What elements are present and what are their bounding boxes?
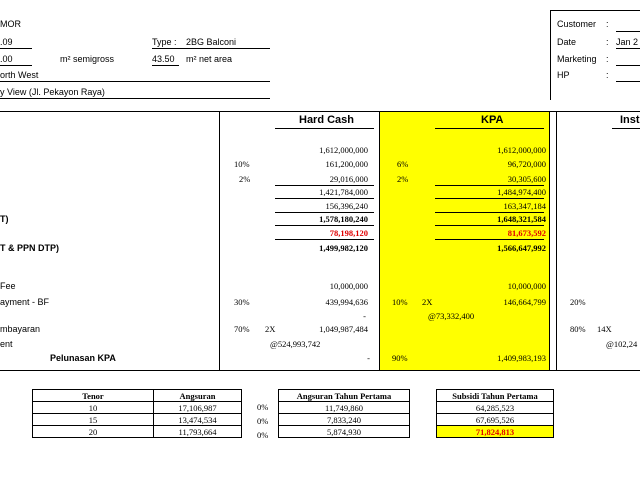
hc-value: - [363,311,366,321]
section-bottom-border [0,370,640,371]
type-value: 2BG Balconi [186,37,237,47]
colon: : [606,37,609,47]
kpa-value: 1,612,000,000 [497,145,546,155]
customer-box-border [550,10,640,11]
row-label: Fee [0,281,16,291]
sum-line [435,225,544,226]
tenor-header: Tenor [33,390,154,402]
kpa-value: 1,648,321,584 [497,214,546,224]
angsuran-cell: 11,793,664 [154,426,242,438]
sum-line [435,239,544,240]
table-row [437,402,554,414]
hc-value: 439,994,636 [325,297,368,307]
pct-cell: 0% [257,430,269,440]
row-label: mbayaran [0,324,41,334]
first-year-subsidy-table [436,389,554,438]
kpa-value: 1,409,983,193 [497,353,546,363]
customer-label: Customer [557,19,597,29]
colon: : [606,70,609,80]
sum-line [275,239,374,240]
divider [0,98,270,99]
subsidy-header: Subsidi Tahun Pertama [437,390,554,402]
kpa-multiplier: 2X [422,297,433,307]
angsuran-cell: 13,474,534 [154,414,242,426]
table-row [279,402,410,414]
header-underline [612,128,640,129]
view-value: y View (Jl. Pekayon Raya) [0,87,105,97]
price-per-m2-fragment: .09 [0,37,13,47]
marketing-label: Marketing [557,54,597,64]
row-label: T) [0,214,9,224]
angsuran-cell: 17,106,987 [154,402,242,414]
sum-line [435,212,544,213]
kpa-value: 1,484,974,400 [497,187,546,197]
pct-cell: 0% [257,416,269,426]
section-top-border [0,111,640,112]
kpa-percent: 2% [397,174,409,184]
hc-percent: 30% [234,297,250,307]
table-row [33,414,242,426]
semigross-label: m² semigross [60,54,115,64]
inst-percent: 20% [570,297,586,307]
kpa-installment-value: 73,332,400 [435,311,475,321]
kpa-percent: 90% [392,353,408,363]
hc-value: 29,016,000 [329,174,368,184]
pct-cell: 0% [257,402,269,412]
hc-value: 78,198,120 [329,228,368,238]
sum-line [435,185,544,186]
installment-header: Inst [620,114,640,126]
inst-installment: @102,24 [606,339,638,349]
type-label: Type : [152,37,177,47]
header-underline [275,128,374,129]
tenor-label-fragment: MOR [0,19,21,29]
tenor-cell: 15 [33,414,154,426]
kpa-percent: 10% [392,297,408,307]
kpa-value: 81,673,592 [507,228,546,238]
input-line [616,81,640,82]
divider [0,65,32,66]
inst-percent: 80% [570,324,586,334]
row-label: ayment - BF [0,297,50,307]
row-label: T & PPN DTP) [0,243,60,253]
column-border [379,111,380,370]
first-year-cell: 5,874,930 [279,426,410,438]
hc-value: 161,200,000 [325,159,368,169]
sum-line [275,212,374,213]
hc-percent: 2% [239,174,251,184]
divider [0,81,270,82]
column-border [549,111,550,370]
hc-value: 1,049,987,484 [319,324,368,334]
hc-percent: 10% [234,159,250,169]
hc-value: 10,000,000 [329,281,368,291]
kpa-value: 30,305,600 [507,174,546,184]
kpa-header: KPA [481,114,504,126]
colon: : [606,19,609,29]
table-row [33,402,242,414]
hard-cash-header: Hard Cash [299,114,355,126]
column-border [556,111,557,370]
hc-multiplier: 2X [265,324,276,334]
row-label: ent [0,339,13,349]
input-line [616,65,640,66]
divider [152,48,270,49]
first-year-cell: 7,833,240 [279,414,410,426]
colon: : [606,54,609,64]
hc-value: - [367,353,370,363]
subsidy-cell: 67,695,526 [437,414,554,426]
orientation-value: orth West [0,70,39,80]
sum-line [275,225,374,226]
customer-box-border [550,10,551,100]
hc-value: 156,396,240 [325,201,368,211]
hc-percent: 70% [234,324,250,334]
first-year-header: Angsuran Tahun Pertama [279,390,410,402]
hc-installment: @524,993,742 [270,339,321,349]
hc-value: 1,612,000,000 [319,145,368,155]
divider [0,48,32,49]
tenor-cell: 10 [33,402,154,414]
inst-installment-value: 102,24 [613,339,638,349]
date-label: Date [557,37,577,47]
net-area-label: m² net area [186,54,233,64]
header-underline [435,128,544,129]
subsidy-cell: 64,285,523 [437,402,554,414]
angsuran-header: Angsuran [154,390,242,402]
kpa-installment: @73,332,400 [428,311,475,321]
semigross-value: .00 [0,54,13,64]
hc-installment-value: 524,993,742 [277,339,321,349]
kpa-percent: 6% [397,159,409,169]
table-row [437,414,554,426]
kpa-value: 96,720,000 [507,159,546,169]
first-year-installment-table [278,389,410,438]
inst-multiplier: 14X [597,324,612,334]
hc-value: 1,421,784,000 [319,187,368,197]
kpa-value: 10,000,000 [507,281,546,291]
tenor-cell: 20 [33,426,154,438]
kpa-value: 1,566,647,992 [497,243,546,253]
table-row [33,426,242,438]
hp-label: HP [557,70,570,80]
hc-value: 1,578,180,240 [319,214,368,224]
tenor-table [32,389,242,438]
input-line [616,48,640,49]
table-row [279,414,410,426]
first-year-cell: 11,749,860 [279,402,410,414]
hc-value: 1,499,982,120 [319,243,368,253]
sum-line [275,198,374,199]
table-row [279,426,410,438]
kpa-value: 163,347,184 [503,201,546,211]
kpa-value: 146,664,799 [503,297,546,307]
sum-line [275,185,374,186]
table-row [437,426,554,438]
row-label: Pelunasan KPA [50,353,116,363]
input-line [616,31,640,32]
divider [152,65,179,66]
subsidy-cell-highlighted: 71,824,813 [437,426,554,438]
net-area-value: 43.50 [152,54,175,64]
column-border [219,111,220,370]
sum-line [435,198,544,199]
date-value: Jan 2 [616,37,639,47]
